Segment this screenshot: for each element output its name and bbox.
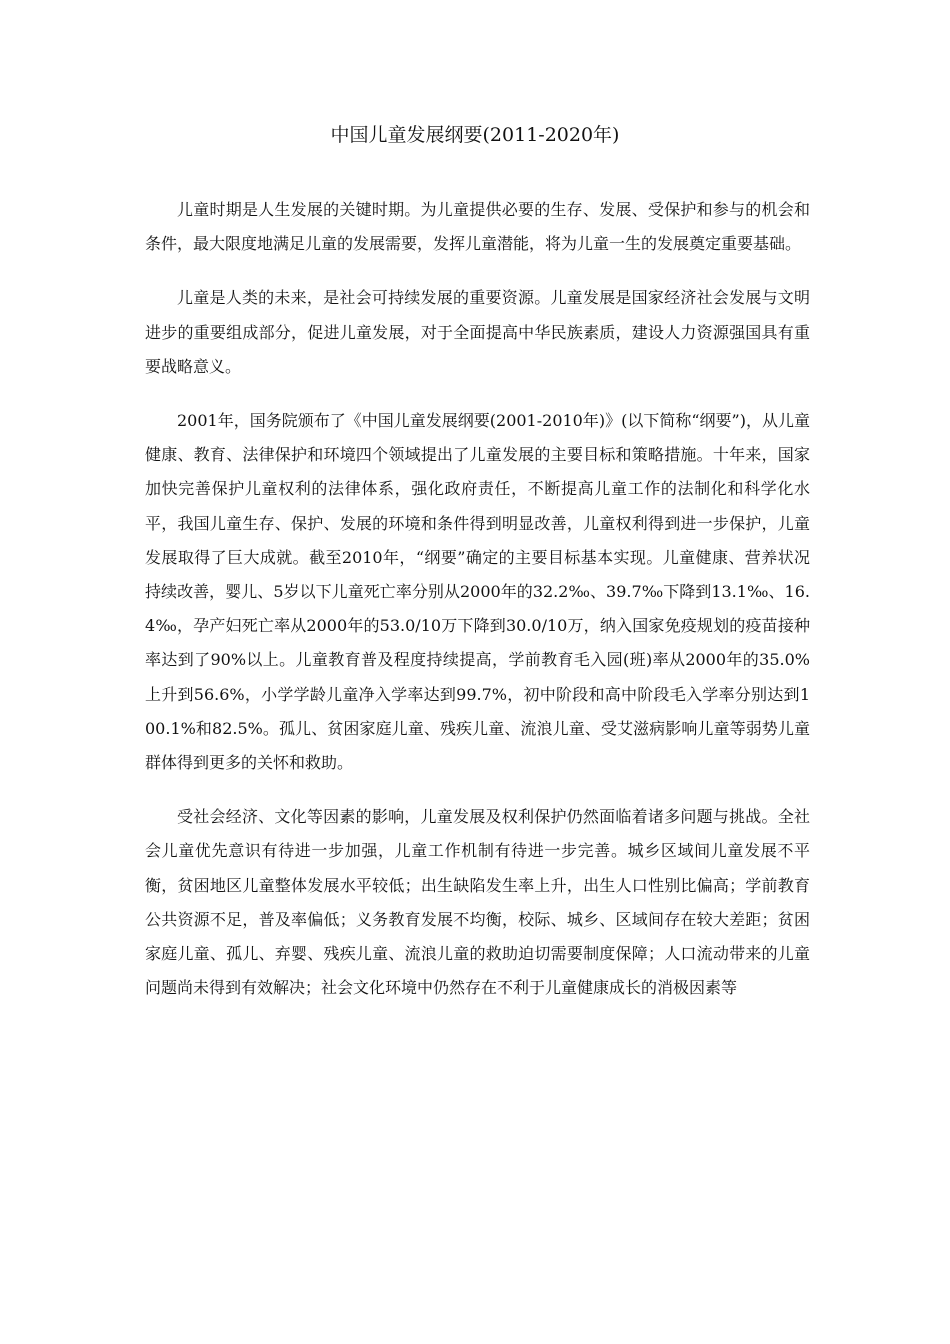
- document-title: 中国儿童发展纲要(2011-2020年): [330, 124, 620, 146]
- paragraph-2: 儿童是人类的未来，是社会可持续发展的重要资源。儿童发展是国家经济社会发展与文明进步的重要组成部分，促进儿童发展，对于全面提高中华民族素质，建设人力资源强国具有重要战略意义。: [145, 288, 810, 376]
- paragraph-3: 2001年，国务院颁布了《中国儿童发展纲要(2001-2010年)》(以下简称“纲要”)，从儿童健康、教育、法律保护和环境四个领域提出了儿童发展的主要目标和策略措施。十年来，国家加快完善保护儿童权利的法律体系，强化政府责任，不断提高儿童工作的法制化和科学化水平，我国儿童生存、保护、发展的环境和条件得到明显改善，儿童权利得到进一步保护，儿童发展取得了巨大成就。截至2010年，“纲要”确定的主要目标基本实现。儿童健康、营养状况持续改善，婴儿、5岁以下儿童死亡率分别从2000年的32.2‰、39.7‰下降到13.1‰、16.4‰，孕产妇死亡率从2000年的53.0/10万下降到30.0/10万，纳入国家免疫规划的疫苗接种率达到了90%以上。儿童教育普及程度持续提高，学前教育毛入园(班)率从2000年的35.0%上升到56.6%，小学学龄儿童净入学率达到99.7%，初中阶段和高中阶段毛入学率分别达到100.1%和82.5%。孤儿、贫困家庭儿童、残疾儿童、流浪儿童、受艾滋病影响儿童等弱势儿童群体得到更多的关怀和救助。: [145, 411, 810, 773]
- paragraph-1: 儿童时期是人生发展的关键时期。为儿童提供必要的生存、发展、受保护和参与的机会和条件，最大限度地满足儿童的发展需要，发挥儿童潜能，将为儿童一生的发展奠定重要基础。: [145, 200, 810, 254]
- paragraph-4: 受社会经济、文化等因素的影响，儿童发展及权利保护仍然面临着诸多问题与挑战。全社会儿童优先意识有待进一步加强，儿童工作机制有待进一步完善。城乡区域间儿童发展不平衡，贫困地区儿童整体发展水平较低；出生缺陷发生率上升，出生人口性别比偏高；学前教育公共资源不足，普及率偏低；义务教育发展不均衡，校际、城乡、区域间存在较大差距；贫困家庭儿童、孤儿、弃婴、残疾儿童、流浪儿童的救助迫切需要制度保障；人口流动带来的儿童问题尚未得到有效解决；社会文化环境中仍然存在不利于儿童健康成长的消极因素等: [145, 807, 810, 998]
- document-body: [145, 193, 810, 1025]
